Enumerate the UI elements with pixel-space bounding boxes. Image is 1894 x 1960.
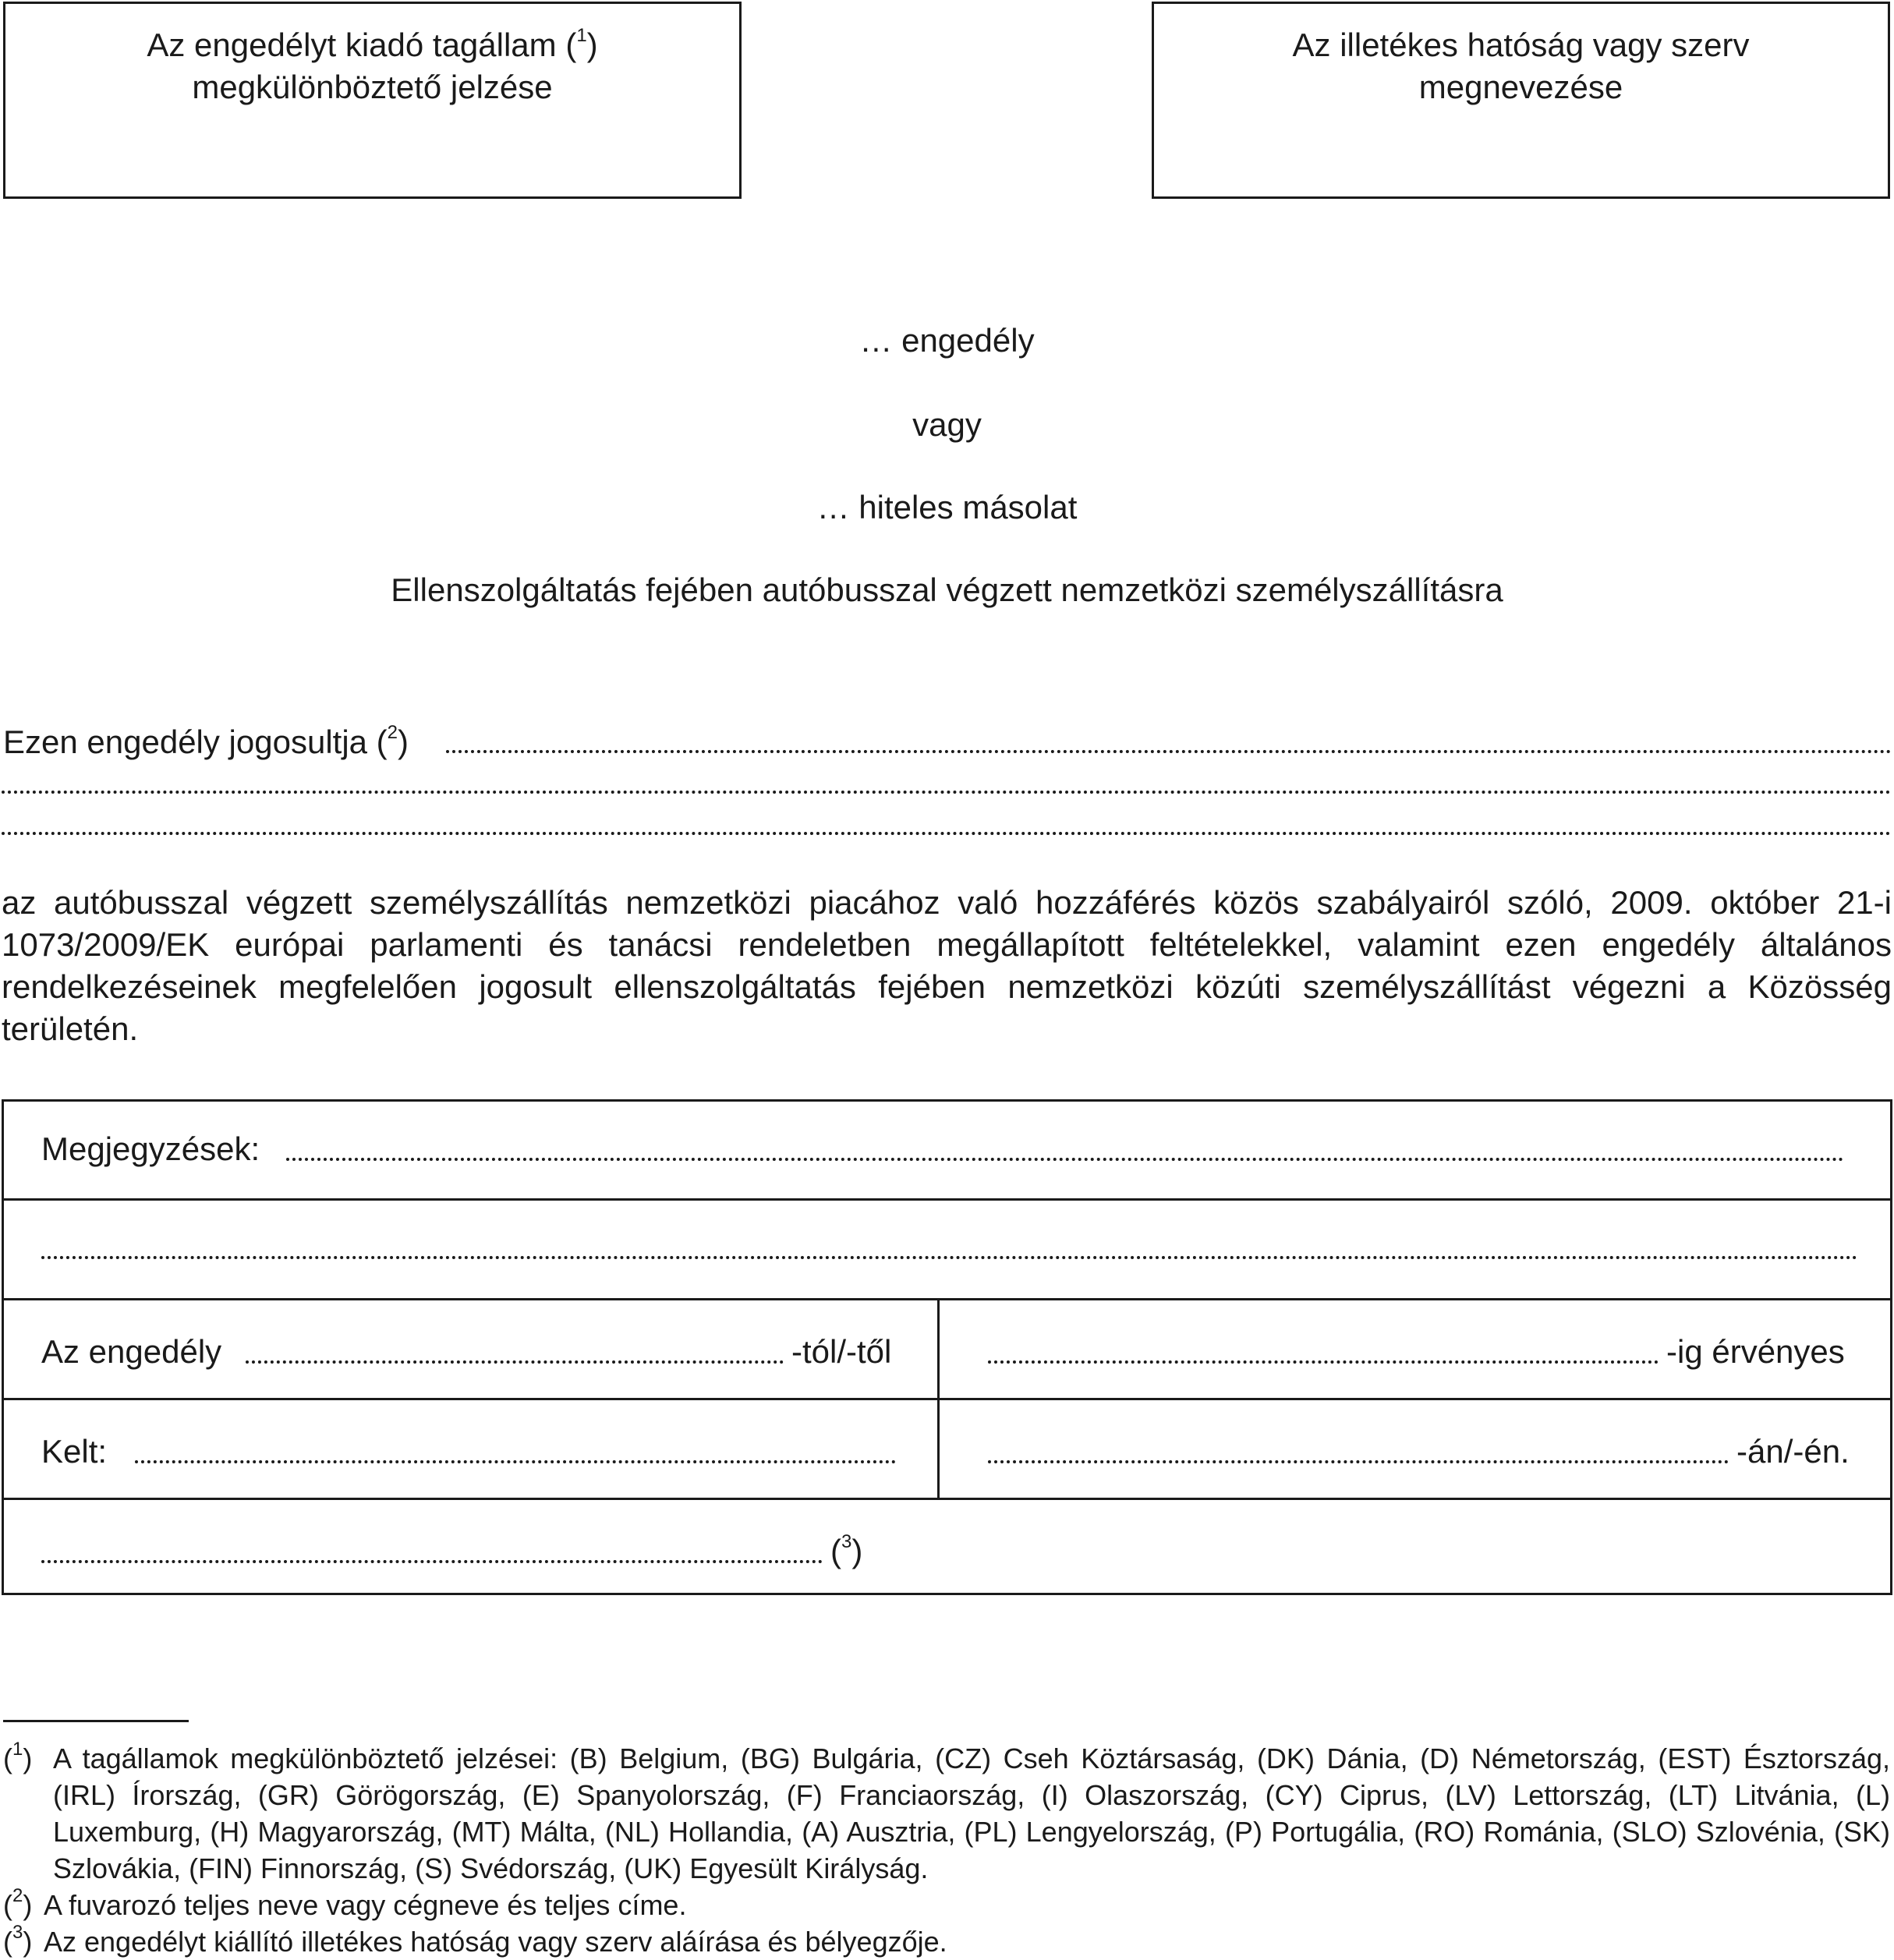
- table-divider: [4, 1198, 1890, 1201]
- footnote-3-text: Az engedélyt kiállító illetékes hatóság vagy szerv aláírása és bélyegzője.: [44, 1926, 947, 1958]
- issued-place-dotted-line: [135, 1460, 896, 1463]
- footnote-2-text: A fuvarozó teljes neve vagy cégneve és teljes címe.: [44, 1889, 687, 1921]
- valid-to-dotted-line: [988, 1360, 1659, 1364]
- remarks-dotted-line: [286, 1158, 1844, 1161]
- signature-dotted-line: [41, 1560, 823, 1563]
- holder-dotted-line-2: [2, 791, 1892, 794]
- table-divider: [4, 1498, 1890, 1500]
- holder-dotted-line-3: [2, 832, 1892, 835]
- member-state-sign-box: [3, 2, 742, 199]
- valid-to-suffix: -ig érvényes: [1666, 1333, 1845, 1370]
- title-description: Ellenszolgáltatás fejében autóbusszal végzett nemzetközi személyszállításra: [391, 571, 1503, 608]
- table-column-divider: [937, 1298, 940, 1498]
- title-authorisation: … engedély: [859, 322, 1035, 359]
- footnote-ref-2: 2: [387, 722, 398, 743]
- valid-from-dotted-line: [246, 1360, 784, 1364]
- footnote-ref-1: 1: [576, 25, 587, 46]
- authorisation-details-table: [2, 1099, 1892, 1595]
- footnote-ref-3: 3: [841, 1531, 852, 1552]
- title-certified-copy: … hiteles másolat: [816, 489, 1078, 525]
- issued-label: Kelt:: [41, 1433, 108, 1470]
- holder-label: Ezen engedély jogosultja ($^2$): [3, 722, 409, 760]
- footnote-2: ($^2$) A fuvarozó teljes neve vagy cégneve és teljes címe.: [3, 1887, 1890, 1923]
- table-divider: [4, 1298, 1890, 1300]
- authority-name-box: [1152, 2, 1890, 199]
- table-divider: [4, 1398, 1890, 1400]
- issued-suffix: -án/-én.: [1736, 1433, 1850, 1470]
- valid-from-suffix: -tól/-től: [791, 1333, 892, 1370]
- validity-label: Az engedély: [41, 1333, 222, 1370]
- remarks-label: Megjegyzések:: [41, 1130, 260, 1167]
- footnote-1-text: A tagállamok megkülönböztető jelzései: (B) Belgium, (BG) Bulgária, (CZ) Cseh Köztársaság, (DK) Dánia, (D) Németország, (EST) Észtország, (IRL) Írország, (GR) Görögország, (E) Spanyolország, (F) Franciaország, (I) Olaszország, (CY) Ciprus, (LV) Lettország, (LT) Litvánia, (L) Luxemburg, (H) Magyarország, (MT) Málta, (NL) Hollandia, (A) Ausztria, (PL) Lengyelország, (P) Portugália, (RO) Románia, (SLO) Szlovénia, (SK) Szlovákia, (FIN) Finnország, (S) Svédország, (UK) Egyesült Királyság.: [53, 1742, 1890, 1884]
- issued-date-dotted-line: [988, 1460, 1729, 1463]
- title-or: vagy: [912, 406, 982, 443]
- signature-footnote-ref: ($^3$): [830, 1531, 863, 1569]
- authorisation-body-text: az autóbusszal végzett személyszállítás nemzetközi piacához való hozzáférés közös szabályairól szóló, 2009. október 21-i 1073/2009/EK európai parlamenti és tanácsi rendeletben megállapított feltételekkel, valamint ezen engedély általános rendelkezéseinek megfelelően jogosult ellenszolgáltatás fejében nemzetközi közúti személyszállítást végezni a Közösség területén.: [2, 884, 1892, 1047]
- holder-dotted-line-1: [446, 750, 1892, 753]
- member-state-sign-label: Az engedélyt kiadó tagállam ($^1$) megkülönböztető jelzése: [147, 25, 598, 105]
- footnote-1: ($^1$) A tagállamok megkülönböztető jelzései: (B) Belgium, (BG) Bulgária, (CZ) Cseh Köztársaság, (DK) Dánia, (D) Németország, (EST) Észtország, (IRL) Írország, (GR) Görögország, (E) Spanyolország, (F) Franciaország, (I) Olaszország, (CY) Ciprus, (LV) Lettország, (LT) Litvánia, (L) Luxemburg, (H) Magyarország, (MT) Málta, (NL) Hollandia, (A) Ausztria, (PL) Lengyelország, (P) Portugália, (RO) Románia, (SLO) Szlovénia, (SK) Szlovákia, (FIN) Finnország, (S) Svédország, (UK) Egyesült Királyság.: [3, 1740, 1890, 1887]
- footnote-3: ($^3$) Az engedélyt kiállító illetékes hatóság vagy szerv aláírása és bélyegzője.: [3, 1923, 1890, 1960]
- authority-name-label: Az illetékes hatóság vagy szerv megnevezése: [1292, 27, 1750, 105]
- footnote-separator: [3, 1720, 189, 1722]
- remarks-dotted-line-2: [41, 1256, 1858, 1259]
